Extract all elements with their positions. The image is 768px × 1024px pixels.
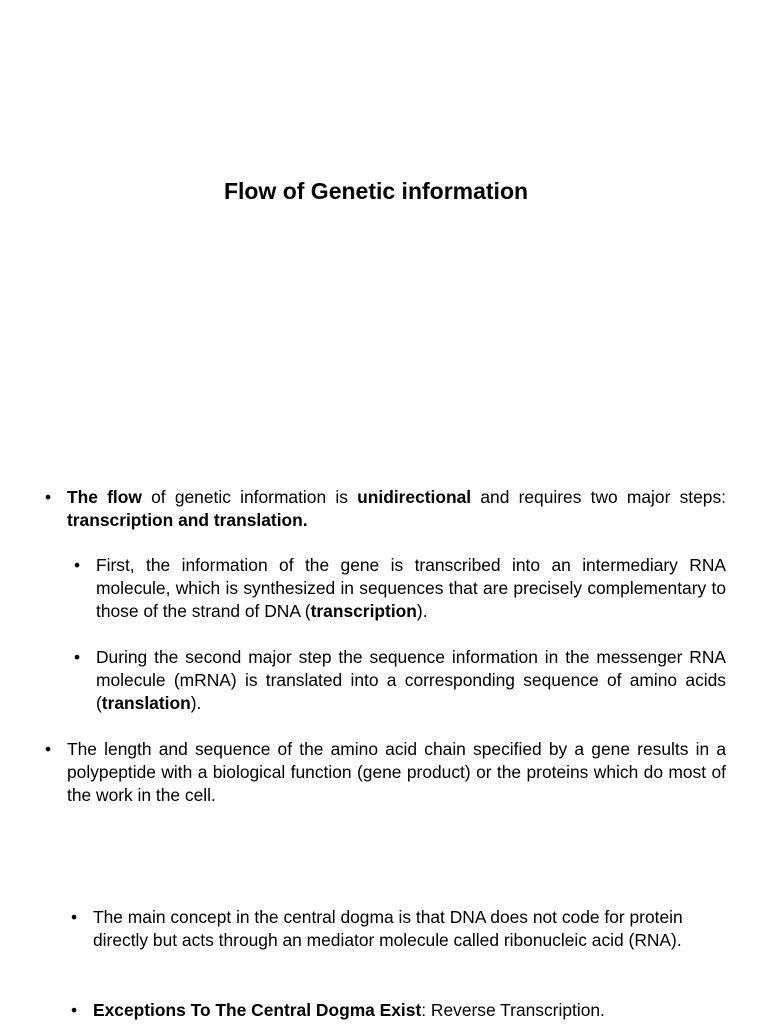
bullet-translation	[74, 646, 726, 715]
text-segment: During the second major step the sequence information in the messenger RNA molecule (mRNA) is translated into a corresponding sequence of amino acids (	[96, 647, 726, 713]
text-segment: ).	[416, 601, 428, 621]
bullet-transcription	[74, 554, 726, 623]
text-segment: : Reverse Transcription.	[421, 1000, 605, 1020]
bullet-flow-unidirectional	[45, 486, 726, 532]
bullet-marker: •	[71, 1000, 78, 1020]
bold-unidirectional: unidirectional	[357, 487, 472, 507]
bullet-central-dogma	[71, 906, 713, 952]
text-segment: and requires two major steps:	[471, 487, 726, 507]
bullet-marker: •	[74, 647, 81, 667]
bullet-exceptions	[71, 999, 733, 1022]
page-title: Flow of Genetic information	[223, 178, 529, 204]
bold-transcription: transcription	[310, 601, 417, 621]
bullet-marker: •	[45, 487, 52, 507]
bold-exceptions: Exceptions To The Central Dogma Exist	[93, 1000, 422, 1020]
text-segment: The main concept in the central dogma is that DNA does not code for protein directly but acts through an mediator molecule called ribonucleic acid (RNA).	[93, 907, 683, 950]
bullet-marker: •	[71, 907, 78, 927]
bullet-amino-acid-chain	[45, 738, 726, 807]
bullet-marker: •	[45, 739, 52, 759]
text-segment: First, the information of the gene is transcribed into an intermediary RNA molecule, which is synthesized in sequences that are precisely complementary to those of the strand of DNA (	[96, 555, 726, 621]
bold-the-flow: The flow	[67, 487, 142, 507]
bold-translation: translation	[101, 693, 191, 713]
bullet-marker: •	[74, 555, 81, 575]
bold-transcription-translation: transcription and translation.	[67, 510, 308, 530]
text-segment: The length and sequence of the amino acid chain specified by a gene results in a polypeptide with a biological function (gene product) or the proteins which do most of the work in the cell.	[67, 739, 726, 805]
text-segment: ).	[190, 693, 202, 713]
text-segment: of genetic information is	[141, 487, 358, 507]
